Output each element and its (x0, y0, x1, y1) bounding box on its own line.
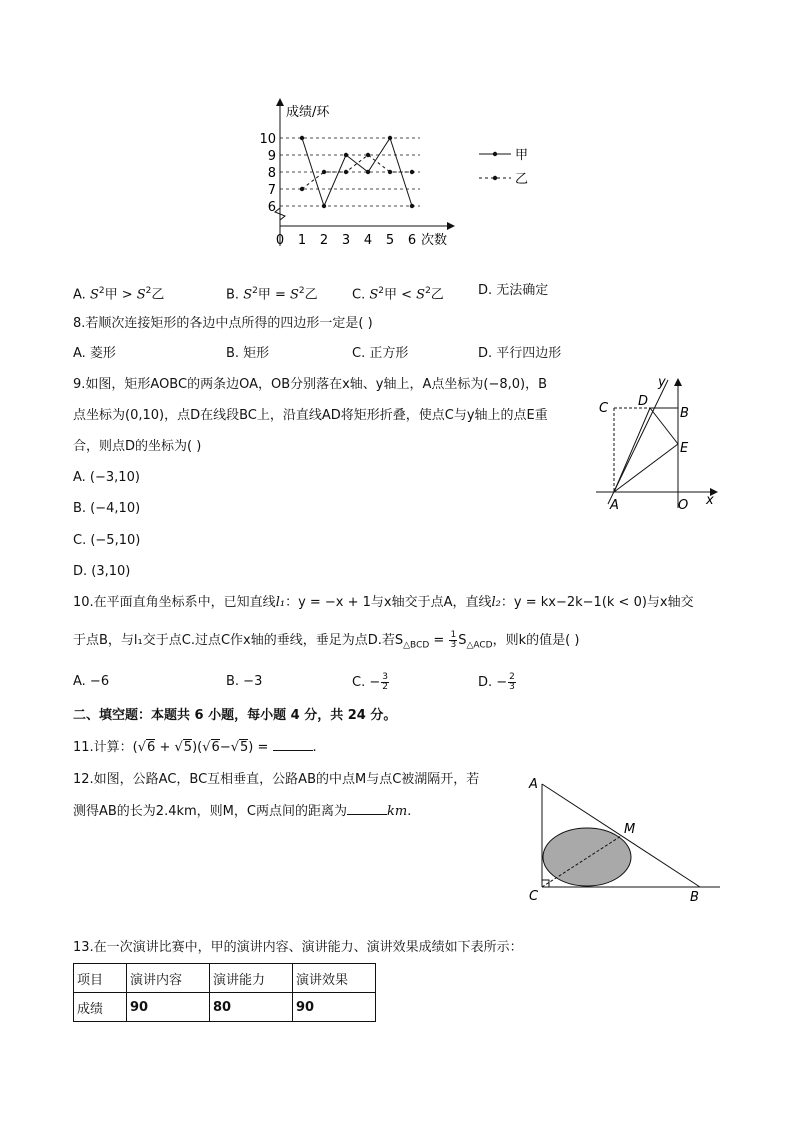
x-axis-arrow (447, 222, 455, 230)
y-tick-labels (259, 132, 276, 215)
x-tick-label: 5 (385, 233, 395, 248)
q7-option-a: A. $S^2$甲 > $S^2$乙 (73, 286, 165, 303)
q10-option-d: D. − $\frac{2}{3}$ (478, 672, 515, 692)
q8-option-c: C. 正方形 (352, 346, 409, 361)
data-point (322, 204, 326, 208)
x-tick-labels (276, 233, 416, 248)
y-axis-label: 成绩/环 (286, 105, 330, 120)
y-tick-label: 6 (267, 200, 276, 215)
q8-option-b: B. 矩形 (226, 346, 270, 361)
q9-stem-line1: 9.如图，矩形AOBC的两条边OA，OB分别落在x轴、y轴上，A点坐标为(−8,0)，B (73, 377, 548, 392)
x-tick-label: 4 (363, 233, 373, 248)
q9-y-arrow (674, 378, 682, 386)
q9-stem-line2: 点坐标为(0,10)，点D在线段BC上，沿直线AD将矩形折叠，使点C与y轴上的点E重 (73, 408, 548, 423)
data-point (410, 170, 414, 174)
data-point (410, 204, 414, 208)
score-line-chart (255, 96, 555, 256)
q9-option-b: B. (−4,10) (73, 501, 141, 516)
q9-option-c: C. (−5,10) (73, 533, 141, 548)
q7-option-d: D. 无法确定 (478, 283, 549, 298)
q12-figure (525, 770, 725, 910)
y-tick-label: 9 (267, 149, 276, 164)
q8-stem: 8.若顺次连接矩形的各边中点所得的四边形一定是( ) (73, 316, 373, 331)
q13-score-table (73, 963, 376, 1022)
q8-option-d: D. 平行四边形 (478, 346, 562, 361)
table-header-cell: 演讲效果 (293, 964, 376, 993)
q12-label-c: C (529, 889, 539, 904)
q9-figure (592, 372, 722, 514)
data-point (366, 153, 370, 157)
x-tick-label: 3 (341, 233, 351, 248)
q13-stem: 13.在一次演讲比赛中，甲的演讲内容、演讲能力、演讲效果成绩如下表所示： (73, 940, 523, 955)
q9-label-a: A (610, 498, 619, 513)
q9-option-a: A. (−3,10) (73, 470, 140, 485)
q9-stem-line3: 合，则点D的坐标为( ) (73, 439, 202, 454)
q12-stem-line1: 12.如图，公路AC，BC互相垂直，公路AB的中点M与点C被湖隔开，若 (73, 772, 480, 787)
data-point (388, 170, 392, 174)
q9-label-e: E (680, 441, 689, 456)
q9-line-de (650, 408, 678, 444)
x-tick-label: 0 (275, 233, 285, 248)
y-tick-label: 7 (267, 183, 276, 198)
table-header-cell: 演讲内容 (127, 964, 210, 993)
table-cell: 90 (127, 993, 210, 1022)
y-axis-arrow (276, 98, 284, 106)
q11-answer-blank[interactable] (273, 738, 313, 751)
q9-line-ae (614, 444, 678, 492)
q7-option-c: C. $S^2$甲 < $S^2$乙 (352, 286, 444, 303)
q9-line-a-c-dash (614, 408, 650, 492)
y-tick-label: 8 (267, 166, 276, 181)
q12-stem-line2: 测得AB的长为2.4km，则M，C两点间的距离为 km. (73, 804, 412, 819)
q9-label-x: x (706, 493, 714, 508)
table-row (74, 993, 376, 1022)
q10-option-b: B. −3 (226, 674, 263, 689)
q8-option-a: A. 菱形 (73, 346, 116, 361)
x-tick-label: 1 (297, 233, 307, 248)
data-point (300, 187, 304, 191)
x-axis-label: 次数 (421, 233, 448, 248)
q9-label-b: B (680, 406, 689, 421)
q12-answer-blank[interactable] (347, 802, 387, 815)
table-header-row (74, 964, 376, 993)
q9-label-c: C (599, 401, 609, 416)
q9-label-o: O (678, 498, 689, 513)
q9-option-d: D. (3,10) (73, 564, 131, 579)
q9-label-d: D (638, 394, 649, 409)
y-tick-label: 10 (259, 132, 276, 147)
q10-stem-line1: 10.在平面直角坐标系中，已知直线l₁：y = −x + 1与x轴交于点A，直线l₂：y = kx−2k−1(k < 0)与x轴交 (73, 595, 694, 610)
x-tick-label: 2 (319, 233, 329, 248)
table-cell: 90 (293, 993, 376, 1022)
data-point (322, 170, 326, 174)
table-header-cell: 演讲能力 (210, 964, 293, 993)
data-point (388, 136, 392, 140)
legend-yi-marker (493, 176, 497, 180)
data-point (300, 136, 304, 140)
q11-stem: 11.计算：(√6 + √5)(√6−√5) = . (73, 740, 317, 755)
q10-option-a: A. −6 (73, 674, 110, 689)
table-header-cell: 项目 (74, 964, 127, 993)
table-row-label: 成绩 (74, 993, 127, 1022)
q12-label-b: B (690, 890, 699, 905)
legend-yi-label: 乙 (515, 172, 529, 187)
q7-option-b: B. $S^2$甲 = $S^2$乙 (226, 286, 318, 303)
legend-jia-marker (493, 152, 497, 156)
q10-stem-line2: 于点B，与l₁交于点C.过点C作x轴的垂线，垂足为点D.若$S_{\triangle BCD}$ = $\frac{1}{3}$ $S_{\triangle ACD}$，则k的值是( ) (73, 630, 580, 651)
x-tick-label: 6 (407, 233, 417, 248)
data-point (344, 170, 348, 174)
q12-label-m: M (624, 822, 636, 837)
q9-label-y: y (658, 375, 666, 390)
data-point (366, 170, 370, 174)
q12-label-a: A (529, 777, 538, 792)
section-2-heading: 二、填空题：本题共 6 小题，每小题 4 分，共 24 分。 (73, 708, 397, 723)
q10-option-c: C. − $\frac{3}{2}$ (352, 672, 388, 692)
legend-jia-label: 甲 (515, 148, 529, 163)
table-cell: 80 (210, 993, 293, 1022)
data-point (344, 153, 348, 157)
